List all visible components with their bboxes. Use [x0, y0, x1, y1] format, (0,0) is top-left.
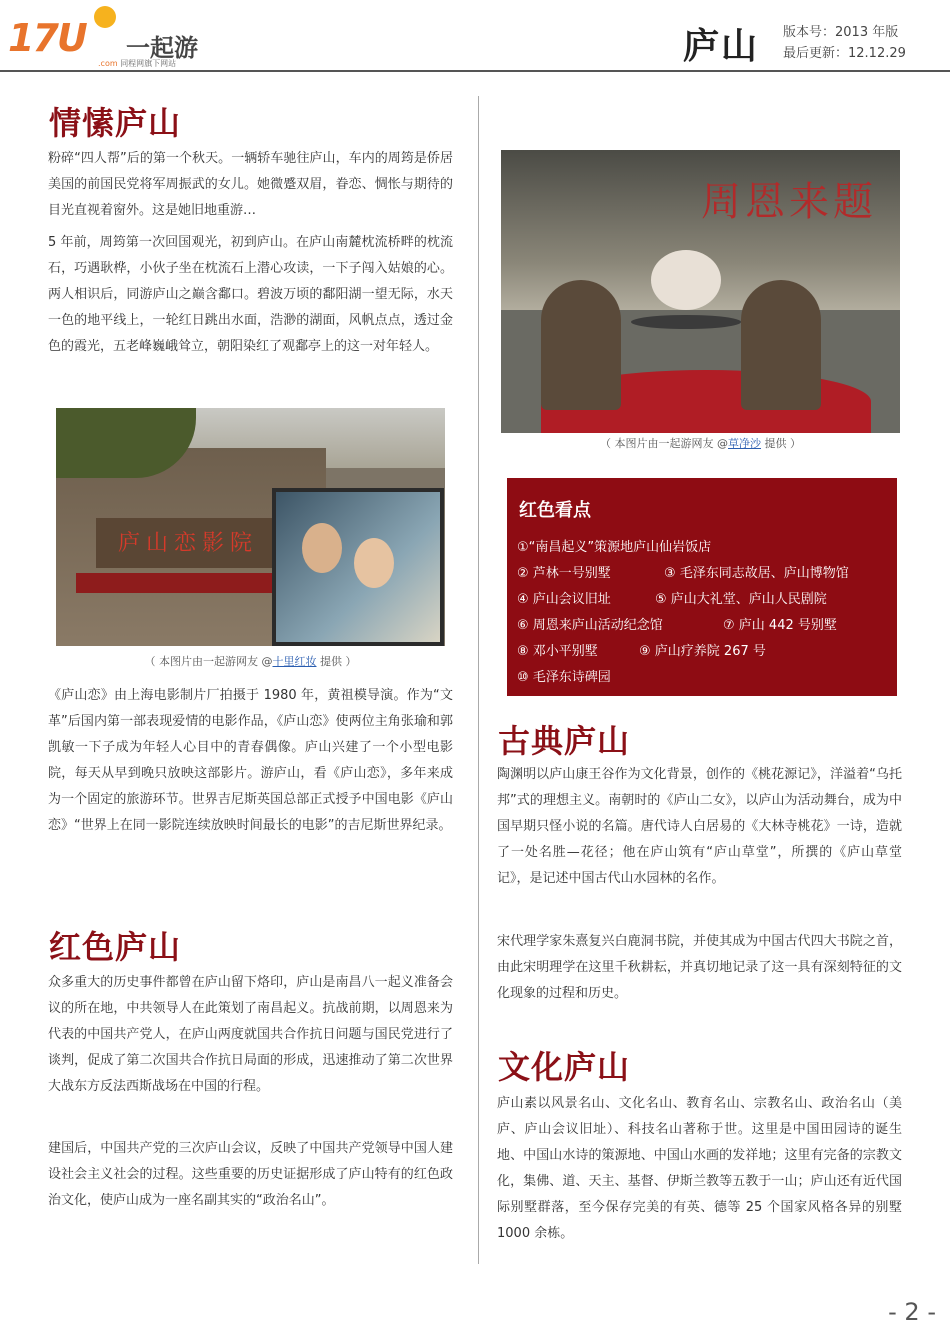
column-divider: [478, 96, 479, 1264]
poster-face: [302, 523, 342, 573]
paragraph: 《庐山恋》由上海电影制片厂拍摄于 1980 年，黄祖模导演。作为“文革”后国内第一部表现爱情的电影作品，《庐山恋》使两位主角张瑜和郭凯敏一下子成为年轻人心目中的青春偶像。庐山兴建了一个小型电影院，每天从早到晚只放映这部影片。游庐山，看《庐山恋》，多年来成为一个固定的旅游环节。世界吉尼斯英国总部正式授予中国电影《庐山恋》“世界上在同一影院连续放映时间最长的电影”的吉尼斯世界纪录。: [48, 688, 453, 833]
logo-tagline-text: 同程网旗下网站: [120, 59, 177, 68]
caption-user-link[interactable]: 草净沙: [728, 437, 761, 450]
caption-prefix: （ 本图片由一起游网友 @: [600, 437, 728, 450]
paragraph: 陶渊明以庐山康王谷作为文化背景，创作的《桃花源记》，洋溢着“乌托邦”式的理想主义。南朝时的《庐山二女》，以庐山为活动舞台，成为中国早期只怪小说的名篇。唐代诗人白居易的《大林寺桃花》一诗，造就了一处名胜—花径；他在庐山筑有“庐山草堂”，所撰的《庐山草堂记》，是记述中国古代山水园林的名作。: [497, 767, 902, 886]
paragraph: 建国后，中国共产党的三次庐山会议，反映了中国共产党领导中国人建设社会主义社会的过程。这些重要的历史证据形成了庐山特有的红色政治文化，使庐山成为一座名副其实的“政治名山”。: [48, 1141, 453, 1208]
section-title-culture: 文化庐山: [498, 1048, 631, 1086]
red-sight-item: ①“南昌起义”策源地庐山仙岩饭店: [517, 540, 712, 555]
logo-number: 17U: [8, 16, 86, 60]
photo-chair: [541, 280, 621, 410]
paragraph: 庐山素以风景名山、文化名山、教育名山、宗教名山、政治名山（美庐、庐山会议旧址）、科技名山著称于世。这里是中国田园诗的诞生地、中国山水诗的策源地、中国山水画的发祥地；这里有完备的宗教文化，集佛、道、天主、基督、伊斯兰教等五教于一山；庐山还有近代国际别墅群落，至今保存完美的有英、德等 25 个国家风格各异的别墅 1000 余栋。: [497, 1096, 902, 1241]
red-sight-item: ③ 毛泽东同志故居、庐山博物馆: [664, 566, 849, 581]
section-title-red: 红色庐山: [49, 928, 182, 966]
caption-user-link[interactable]: 十里红妆: [272, 655, 317, 668]
photo-caption: [56, 653, 445, 669]
chairs-photo: [501, 150, 900, 433]
version-label: 版本号：2013 年版: [783, 25, 899, 40]
caption-suffix: 提供 ）: [316, 655, 357, 668]
red-sights-title: 红色看点: [519, 500, 591, 521]
cinema-sign-text: 庐山恋影院: [118, 531, 259, 556]
header-divider: [0, 70, 950, 72]
red-sight-item: ⑧ 邓小平别墅: [517, 644, 598, 659]
sun-icon: [94, 6, 116, 28]
photo-chair: [741, 280, 821, 410]
red-sight-item: ② 芦林一号别墅: [517, 566, 611, 581]
section-title-qingsu: 情愫庐山: [49, 104, 182, 142]
poster-face: [354, 538, 394, 588]
cinema-photo: [56, 408, 445, 646]
caption-prefix: （ 本图片由一起游网友 @: [144, 655, 273, 668]
paragraph: 5 年前，周筠第一次回国观光，初到庐山。在庐山南麓枕流桥畔的枕流石，巧遇耿桦，小伙子坐在枕流石上潜心攻读，一下子闯入姑娘的心。两人相识后，同游庐山之巅含鄱口。碧波万顷的鄱阳湖一望无际，水天一色的地平线上，一轮红日跳出水面，浩渺的湖面，风帆点点，透过金色的霞光，五老峰巍峨耸立，朝阳染红了观鄱亭上的这一对年轻人。: [48, 235, 453, 354]
page-number: - 2 -: [888, 1298, 936, 1326]
page-title: 庐山: [683, 26, 760, 67]
red-sight-item: ⑦ 庐山 442 号别墅: [723, 618, 837, 633]
red-sight-item: ⑤ 庐山大礼堂、庐山人民剧院: [655, 592, 827, 607]
site-logo[interactable]: [8, 6, 208, 68]
paragraph: 粉碎“四人帮”后的第一个秋天。一辆轿车驰往庐山，车内的周筠是侨居美国的前国民党将军周振武的女儿。她微蹙双眉，眷恋、惆怅与期待的目光直视着窗外。这是她旧地重游…: [48, 151, 453, 218]
red-sights-box: [507, 478, 897, 696]
red-sight-item: ④ 庐山会议旧址: [517, 592, 611, 607]
caption-suffix: 提供 ）: [761, 437, 801, 450]
photo-caption: [501, 435, 900, 451]
photo-inscription: 周恩来题: [701, 179, 877, 225]
photo-table: [631, 315, 741, 329]
red-sight-item: ⑩ 毛泽东诗碑园: [517, 670, 611, 685]
version-info: [783, 22, 906, 64]
red-sight-item: ⑥ 周恩来庐山活动纪念馆: [517, 618, 663, 633]
logo-domain: .com: [98, 59, 118, 68]
section-title-classic: 古典庐山: [498, 722, 631, 760]
logo-tagline: [98, 58, 176, 69]
last-updated: 最后更新：12.12.29: [783, 46, 906, 61]
photo-plate: [651, 250, 721, 310]
paragraph: 众多重大的历史事件都曾在庐山留下烙印，庐山是南昌八一起义准备会议的所在地，中共领导人在此策划了南昌起义。抗战前期，以周恩来为代表的中国共产党人，在庐山两度就国共合作抗日问题与国民党进行了谈判，促成了第二次国共合作抗日局面的形成，迅速推动了第二次世界大战东方反法西斯战场在中国的行程。: [48, 975, 453, 1094]
red-sight-item: ⑨ 庐山疗养院 267 号: [639, 644, 766, 659]
paragraph: 宋代理学家朱熹复兴白鹿洞书院，并使其成为中国古代四大书院之首，由此宋明理学在这里千秋耕耘，并真切地记录了这一具有深刻特征的文化现象的过程和历史。: [497, 934, 902, 1001]
logo-text: 一起游: [126, 34, 198, 62]
